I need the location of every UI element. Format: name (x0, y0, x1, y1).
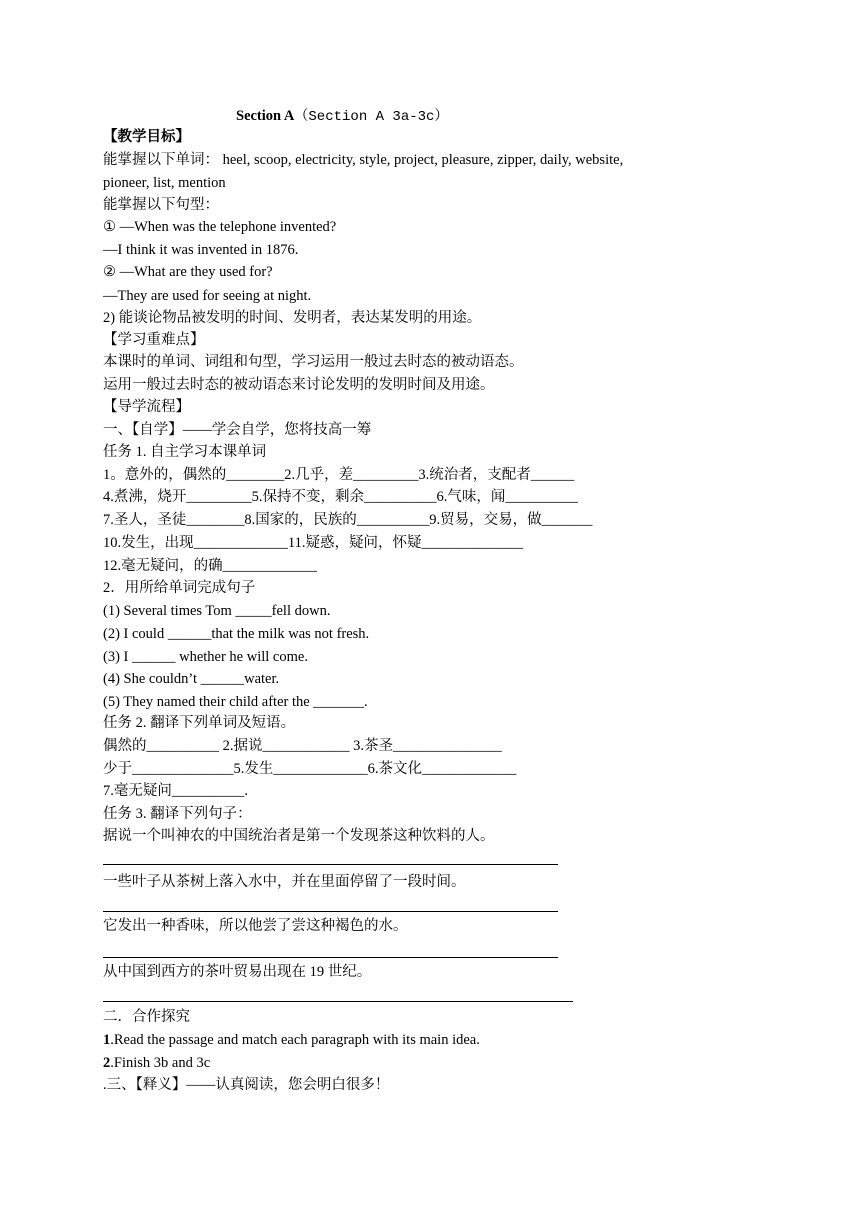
vocab-row-1: 1。意外的，偶然的________2.几乎，差_________3.统治者，支配者______ (103, 467, 575, 483)
translate-sentence-2: 一些叶子从茶树上落入水中，并在里面停留了一段时间。 (103, 874, 466, 890)
fill-in-heading: 2．用所给单词完成句子 (103, 580, 256, 596)
heading-key-points: 【学习重难点】 (103, 332, 205, 348)
vocab-row-2: 4.煮沸，烧开_________5.保持不变，剩余__________6.气味，闻__________ (103, 489, 578, 505)
vocab-line-2: pioneer, list, mention (103, 175, 226, 191)
vocab-row-5: 12.毫无疑问，的确_____________ (103, 558, 317, 574)
translate-sentence-1: 据说一个叫神农的中国统治者是第一个发现茶这种饮料的人。 (103, 828, 495, 844)
task-1-heading: 任务 1. 自主学习本课单词 (103, 444, 267, 460)
key-points-line-1: 本课时的单词、词组和句型，学习运用一般过去时态的被动语态。 (103, 354, 524, 370)
heading-guide-process: 【导学流程】 (103, 399, 190, 415)
fill-in-4: (4) She couldn’t ______water. (103, 671, 280, 687)
task-3-heading: 任务 3. 翻译下列句子： (103, 806, 252, 822)
phrase-row-3: 7.毫无疑问__________. (103, 783, 248, 799)
pattern-2-question: ② —What are they used for? (103, 264, 273, 280)
vocab-row-4: 10.发生，出现_____________11.疑惑，疑问，怀疑______________ (103, 535, 523, 551)
answer-line-1[interactable] (103, 864, 558, 865)
vocab-row-3: 7.圣人，圣徒________8.国家的，民族的__________9.贸易，交易，做_______ (103, 512, 593, 528)
translate-sentence-4: 从中国到西方的茶叶贸易出现在 19 世纪。 (103, 964, 372, 980)
phrase-row-2: 少于______________5.发生_____________6.茶文化_____________ (103, 761, 517, 777)
part-1-heading: 一、【自学】——学会自学，您将技高一筹 (103, 422, 372, 438)
pattern-1-answer: —I think it was invented in 1876. (103, 242, 299, 258)
vocab-line-1: 能掌握以下单词： heel, scoop, electricity, style, project, pleasure, zipper, daily, website, (103, 152, 624, 168)
fill-in-1: (1) Several times Tom _____fell down. (103, 603, 331, 619)
phrase-row-1: 偶然的__________ 2.据说____________ 3.茶圣_______________ (103, 738, 502, 754)
fill-in-2: (2) I could ______that the milk was not fresh. (103, 626, 370, 642)
task-2-heading: 任务 2. 翻译下列单词及短语。 (103, 715, 296, 731)
section-title-range: （Section A 3a-3c） (294, 109, 449, 125)
coop-item-1: 1.Read the passage and match each paragraph with its main idea. (103, 1032, 480, 1048)
answer-line-4[interactable] (103, 1001, 573, 1002)
heading-objectives: 【教学目标】 (103, 129, 190, 145)
fill-in-3: (3) I ______ whether he will come. (103, 649, 308, 665)
section-title (236, 106, 448, 127)
pattern-2-answer: —They are used for seeing at night. (103, 288, 312, 304)
answer-line-2[interactable] (103, 911, 558, 912)
translate-sentence-3: 它发出一种香味，所以他尝了尝这种褐色的水。 (103, 918, 408, 934)
part-3-heading: .三、【释义】——认真阅读，您会明白很多！ (103, 1077, 390, 1093)
fill-in-5: (5) They named their child after the _______. (103, 694, 368, 710)
part-2-heading: 二．合作探究 (103, 1009, 190, 1025)
pattern-1-question: ① —When was the telephone invented? (103, 219, 337, 235)
sentence-patterns-label: 能掌握以下句型： (103, 197, 219, 213)
objective-2: 2) 能谈论物品被发明的时间、发明者，表达某发明的用途。 (103, 310, 482, 326)
section-title-bold: Section A (236, 108, 295, 124)
answer-line-3[interactable] (103, 957, 558, 958)
coop-item-2: 2.Finish 3b and 3c (103, 1055, 211, 1071)
key-points-line-2: 运用一般过去时态的被动语态来讨论发明的发明时间及用途。 (103, 377, 495, 393)
